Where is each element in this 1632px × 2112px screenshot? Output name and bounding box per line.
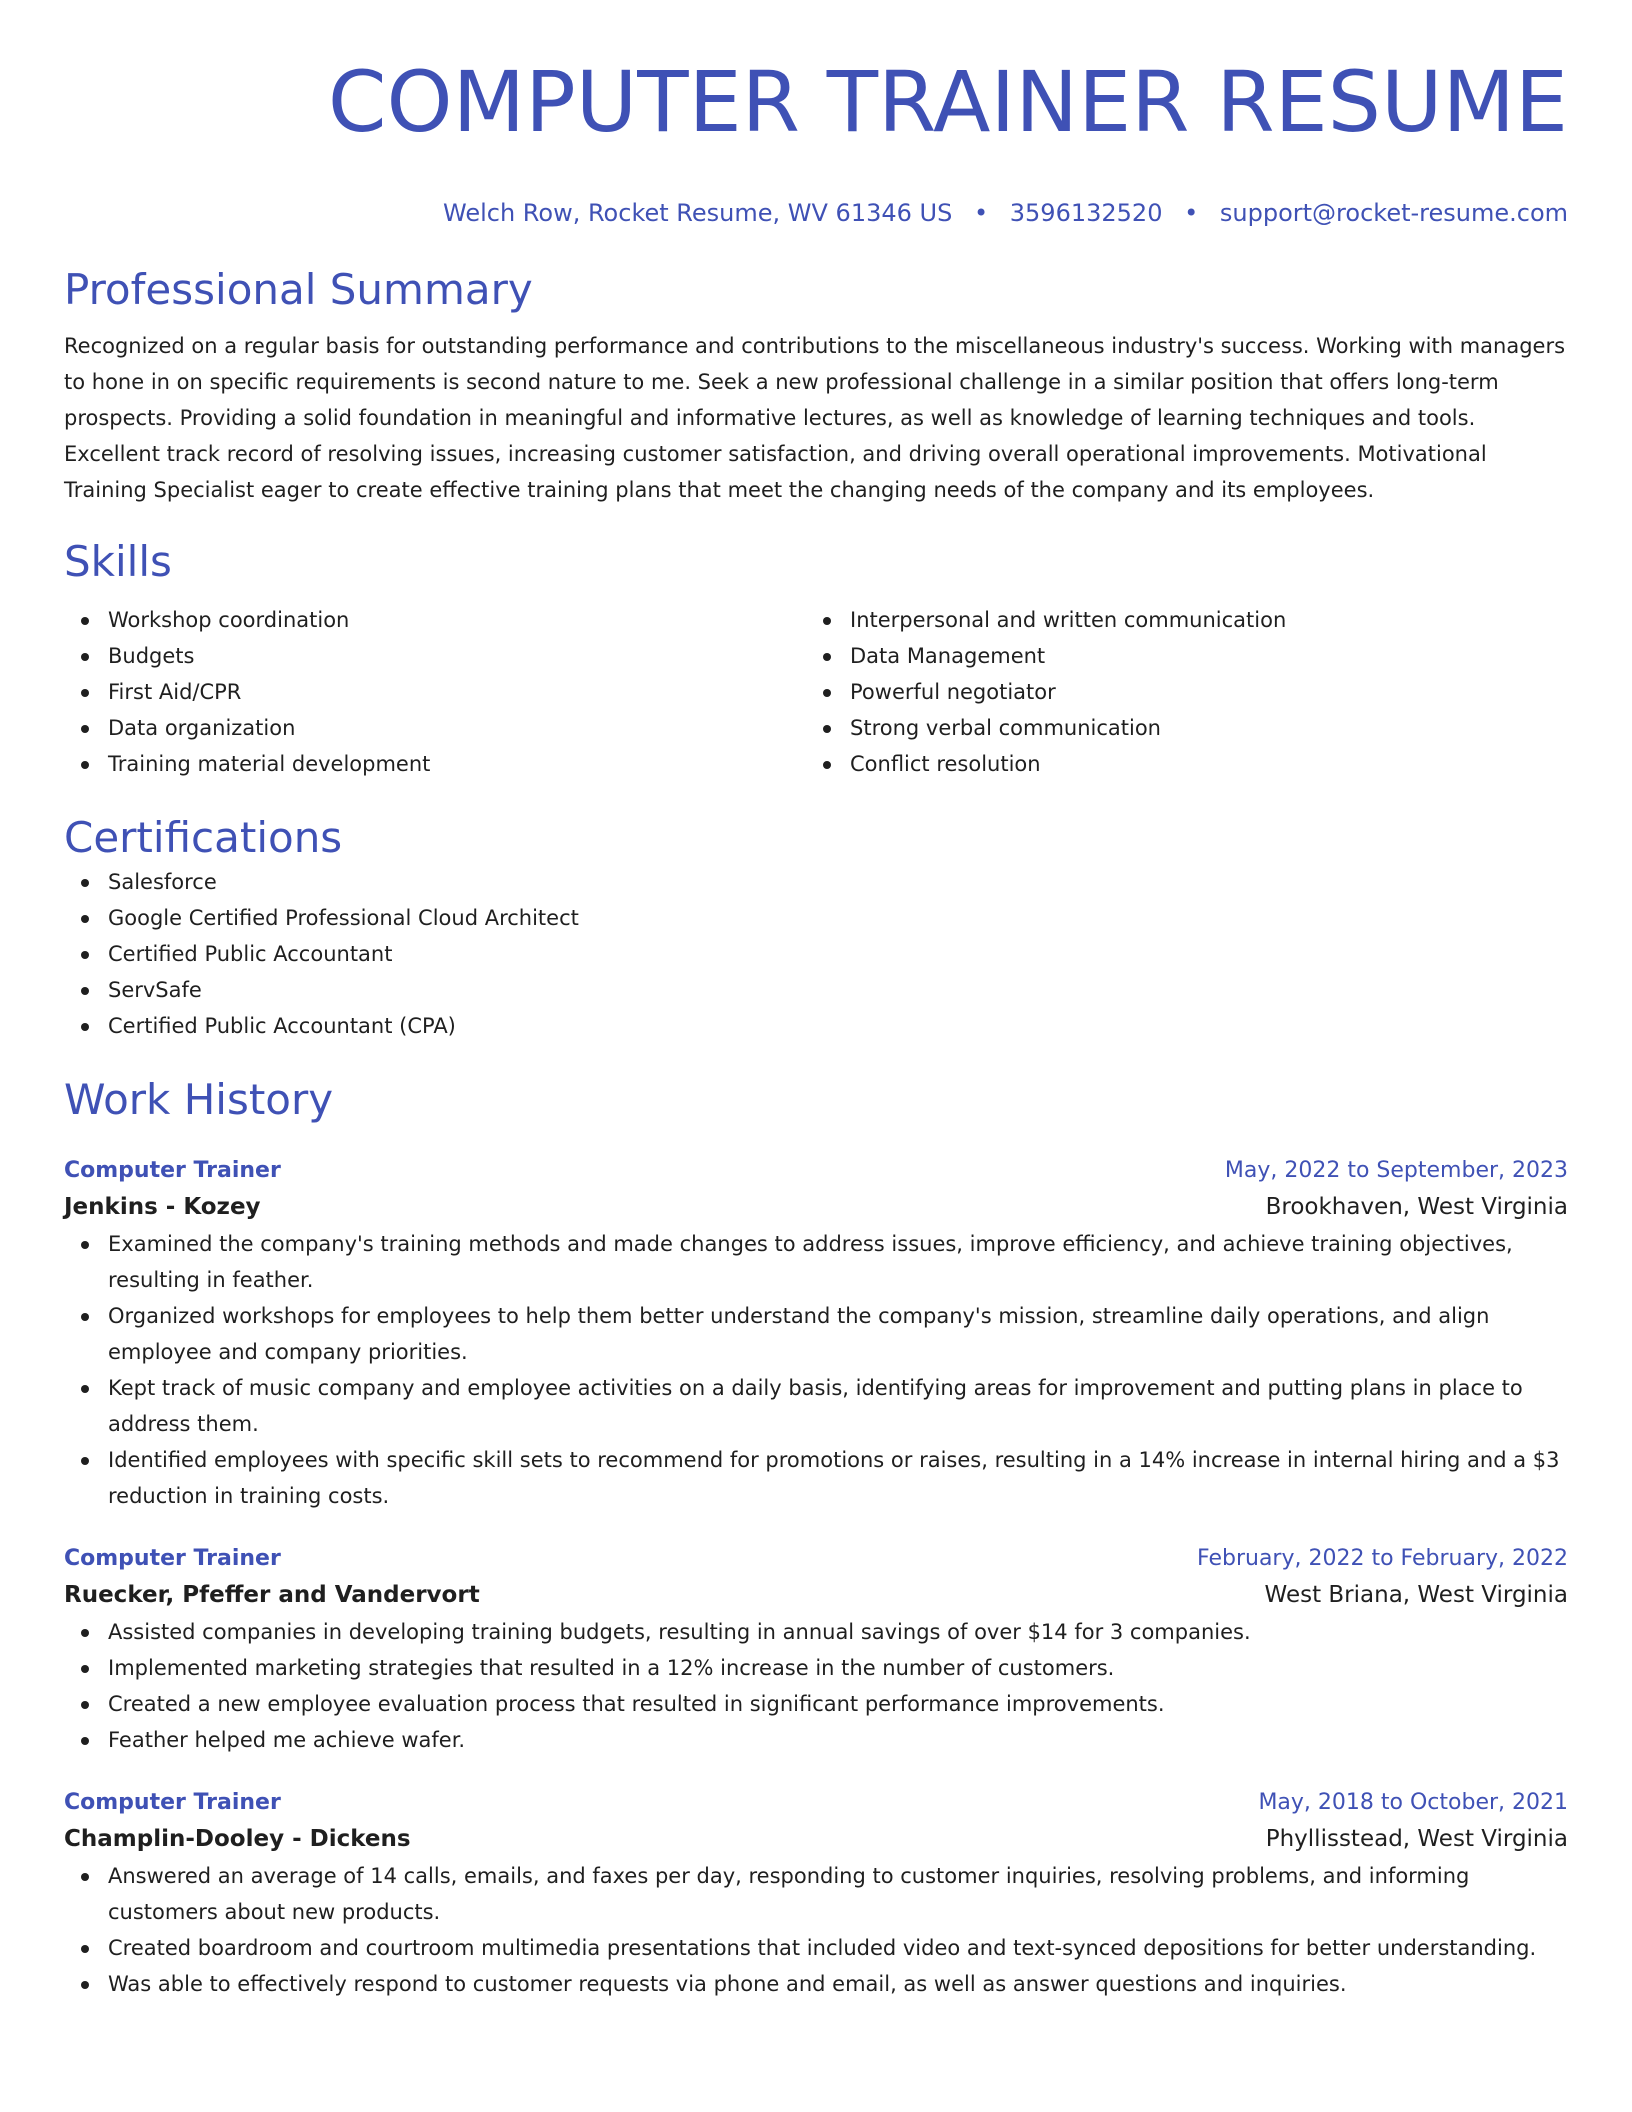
job-bullets (64, 1614, 1568, 1758)
skill-item: Data Management (806, 638, 1548, 674)
job-bullets (64, 1226, 1568, 1514)
job-entry (64, 1154, 1568, 1514)
certification-item: Certified Public Accountant (CPA) (64, 1008, 1568, 1044)
contact-email: support@rocket-resume.com (1219, 199, 1568, 227)
skill-item: Conflict resolution (806, 746, 1548, 782)
contact-separator: • (1184, 199, 1199, 227)
certification-item: Certified Public Accountant (64, 936, 1568, 972)
job-company: Ruecker, Pfeffer and Vandervort (64, 1582, 480, 1608)
job-bullet: Implemented marketing strategies that resulted in a 12% increase in the number of customers. (64, 1650, 1568, 1686)
skills-grid (64, 602, 1568, 782)
certification-item: ServSafe (64, 972, 1568, 1008)
job-bullets (64, 1858, 1568, 2002)
skills-heading: Skills (64, 537, 172, 586)
job-company-row (64, 1820, 1568, 1858)
job-title: Computer Trainer (64, 1546, 281, 1571)
skill-item: Interpersonal and written communication (806, 602, 1548, 638)
skill-item: Workshop coordination (64, 602, 806, 638)
contact-separator: • (973, 199, 989, 227)
skill-item: First Aid/CPR (64, 674, 806, 710)
job-bullet: Identified employees with specific skill sets to recommend for promotions or raises, resulting in a 14% increase in internal hiring and a $3 reduction in training costs. (64, 1442, 1568, 1514)
summary-heading: Professional Summary (64, 265, 533, 314)
job-entry (64, 1786, 1568, 2002)
skill-item: Budgets (64, 638, 806, 674)
job-header-row (64, 1786, 1568, 1820)
certifications-heading: Certifications (64, 813, 343, 862)
skill-item: Powerful negotiator (806, 674, 1548, 710)
certifications-list (64, 864, 1568, 1044)
skill-item: Data organization (64, 710, 806, 746)
work-history-heading: Work History (64, 1075, 334, 1124)
contact-phone: 3596132520 (1009, 199, 1163, 227)
summary-text: Recognized on a regular basis for outstanding performance and contributions to the miscellaneous industry's success. Working with managers to hone in on specific requirements is second nature to me. Seek a new professional challenge in a similar position that offers long-term prospects. Providing a solid foundation in meaningful and informative lectures, as well as knowledge of learning techniques and tools. Excellent track record of resolving issues, increasing customer satisfaction, and driving overall operational improvements. Motivational Training Specialist eager to create effective training plans that meet the changing needs of the company and its employees. (64, 334, 1566, 502)
contact-line (64, 198, 1568, 228)
contact-address: Welch Row, Rocket Resume, WV 61346 US (443, 199, 953, 227)
skill-item: Training material development (64, 746, 806, 782)
job-company: Champlin-Dooley - Dickens (64, 1826, 411, 1852)
job-entry (64, 1542, 1568, 1758)
job-company-row (64, 1188, 1568, 1226)
job-bullet: Created a new employee evaluation process that resulted in significant performance improvements. (64, 1686, 1568, 1722)
job-bullet: Was able to effectively respond to customer requests via phone and email, as well as answer questions and inquiries. (64, 1966, 1568, 2002)
certification-item: Google Certified Professional Cloud Architect (64, 900, 1568, 936)
skill-item: Strong verbal communication (806, 710, 1548, 746)
job-title: Computer Trainer (64, 1158, 281, 1183)
job-dates: May, 2022 to September, 2023 (1224, 1158, 1568, 1183)
job-dates: May, 2018 to October, 2021 (1258, 1790, 1568, 1815)
job-location: West Briana, West Virginia (1264, 1582, 1568, 1608)
job-company: Jenkins - Kozey (64, 1194, 261, 1220)
resume-title: COMPUTER TRAINER RESUME (327, 53, 1568, 151)
job-bullet: Organized workshops for employees to help them better understand the company's mission, streamline daily operations, and align employee and company priorities. (64, 1298, 1568, 1370)
certification-item: Salesforce (64, 864, 1568, 900)
skills-column-left (64, 602, 806, 782)
job-company-row (64, 1576, 1568, 1614)
job-bullet: Kept track of music company and employee activities on a daily basis, identifying areas for improvement and putting plans in place to address them. (64, 1370, 1568, 1442)
job-bullet: Answered an average of 14 calls, emails, and faxes per day, responding to customer inquiries, resolving problems, and informing customers about new products. (64, 1858, 1568, 1930)
job-bullet: Created boardroom and courtroom multimedia presentations that included video and text-synced depositions for better understanding. (64, 1930, 1568, 1966)
job-location: Brookhaven, West Virginia (1265, 1194, 1568, 1220)
skills-column-right (806, 602, 1548, 782)
job-header-row (64, 1542, 1568, 1576)
job-title: Computer Trainer (64, 1790, 281, 1815)
job-bullet: Feather helped me achieve wafer. (64, 1722, 1568, 1758)
job-dates: February, 2022 to February, 2022 (1197, 1546, 1568, 1571)
job-location: Phyllisstead, West Virginia (1265, 1826, 1568, 1852)
job-bullet: Assisted companies in developing training budgets, resulting in annual savings of over $14 for 3 companies. (64, 1614, 1568, 1650)
job-header-row (64, 1154, 1568, 1188)
skills-list-left (64, 602, 806, 782)
skills-list-right (806, 602, 1548, 782)
job-bullet: Examined the company's training methods and made changes to address issues, improve efficiency, and achieve training objectives, resulting in feather. (64, 1226, 1568, 1298)
